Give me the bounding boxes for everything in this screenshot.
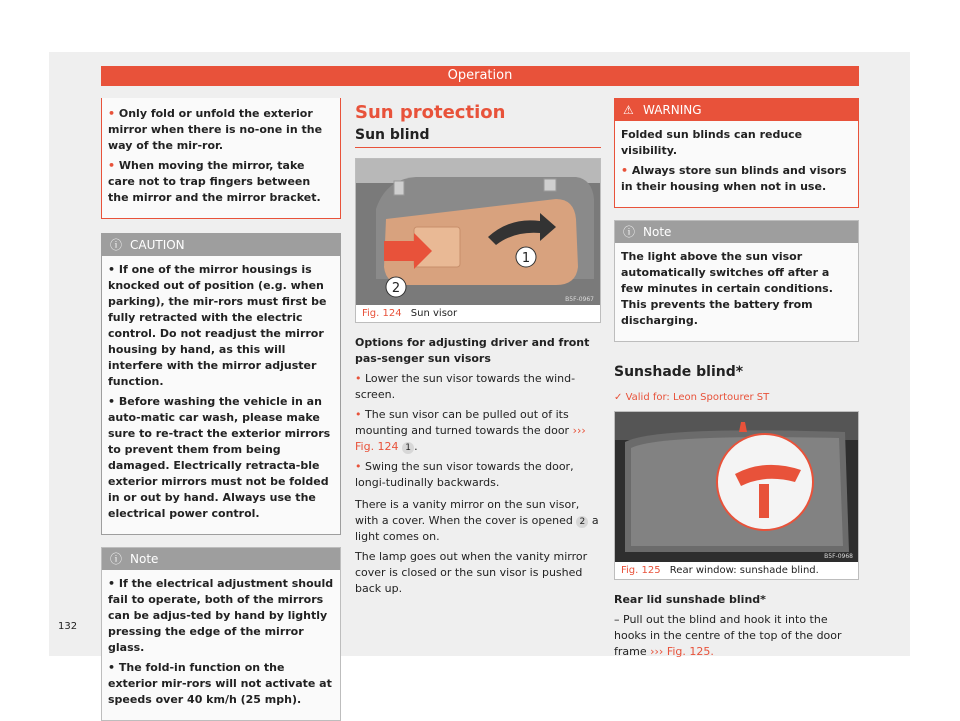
- sunshade-illustration: [615, 412, 858, 562]
- section-subtitle: Sun blind: [355, 127, 601, 148]
- callout-number: 1: [402, 442, 414, 454]
- bullet-item: • Before washing the vehicle in an auto-matic car wash, please make sure to re-tract the exterior mirrors to prevent them from being damaged. Electrically retracta-ble exterior mirrors must not be folded in or out by hand. Always use the electrical power control.: [108, 395, 331, 520]
- paragraph: The lamp goes out when the vanity mirror cover is closed or the sun visor is pushed back up.: [355, 550, 588, 595]
- bullet-item: • If one of the mirror housings is knocked out of position (e.g. when parking), the mir-rors must first be fully retracted with the electric control. Do not readjust the mirror housing by hand, as this will interfere with the mirror adjuster function.: [108, 263, 327, 388]
- figure-caption: Fig. 125 Rear window: sunshade blind.: [621, 565, 819, 576]
- caution-circle-icon: ⓘ: [110, 238, 123, 252]
- column-middle: [355, 102, 601, 601]
- caution-header: ⓘ CAUTION: [102, 234, 340, 256]
- info-icon: ⓘ: [623, 225, 636, 239]
- paragraph: There is a vanity mirror on the sun visor, with a cover. When the cover is opened 2 a light comes on.: [355, 498, 599, 543]
- figure-link[interactable]: ››› Fig. 124: [355, 424, 586, 453]
- column-right: [614, 98, 859, 664]
- note-header: ⓘ Note: [615, 221, 858, 243]
- sun-visor-illustration: [356, 159, 600, 305]
- bullet-item: • Swing the sun visor towards the door, longi-tudinally backwards.: [355, 460, 574, 489]
- bullet-item: • If the electrical adjustment should fail to operate, both of the mirrors can be adjus-ted by hand by lightly pressing the edge of the mirror glass.: [108, 577, 334, 654]
- section-title: Sunshade blind*: [614, 364, 744, 380]
- bullet-item: • When moving the mirror, take care not to trap fingers between the mirror and the mirror bracket.: [108, 159, 321, 204]
- sunshade-drawing: [615, 412, 858, 562]
- figure-label-1: 1: [521, 251, 531, 266]
- sun-visor-drawing: [356, 159, 600, 305]
- note-header: ⓘ Note: [102, 548, 340, 570]
- note-text: The light above the sun visor automatically switches off after a few minutes in certain conditions. This prevents the battery from discharging.: [621, 250, 833, 327]
- warning-header: ⚠ WARNING: [615, 99, 858, 121]
- bullet-item: • The fold-in function on the exterior mir-rors will not activate at speeds over 40 km/h (25 mph).: [108, 661, 332, 706]
- warning-box: [614, 98, 859, 208]
- step-item: – Pull out the blind and hook it into the hooks in the centre of the top of the door frame ››› Fig. 125.: [614, 613, 842, 658]
- warning-continuation-box: [101, 98, 341, 219]
- options-heading: Options for adjusting driver and front pas-senger sun visors: [355, 336, 590, 365]
- rear-heading: Rear lid sunshade blind*: [614, 593, 766, 606]
- bullet-item: • Only fold or unfold the exterior mirror when there is no-one in the way of the mir-ror.: [108, 107, 323, 152]
- caution-box: [101, 233, 341, 535]
- figure-label-2: 2: [391, 281, 401, 296]
- page-header: Operation: [101, 66, 859, 86]
- figure-124: [355, 158, 601, 323]
- valid-for: ✓ Valid for: Leon Sportourer ST: [614, 392, 770, 403]
- note-box: [101, 547, 341, 721]
- figure-link[interactable]: ››› Fig. 125.: [650, 645, 714, 658]
- bullet-item: • Always store sun blinds and visors in their housing when not in use.: [621, 164, 847, 193]
- figure-code: B5F-0968: [824, 553, 853, 560]
- note-box: [614, 220, 859, 342]
- check-icon: ✓: [614, 392, 623, 403]
- figure-125: [614, 411, 859, 580]
- info-icon: ⓘ: [110, 552, 123, 566]
- page-number: 132: [58, 621, 78, 632]
- bullet-item: • The sun visor can be pulled out of its mounting and turned towards the door ››› Fig. 124 1 .: [355, 408, 586, 453]
- warning-lead: Folded sun blinds can reduce visibility.: [621, 128, 803, 157]
- section-title: Sun protection: [355, 102, 506, 123]
- callout-number: 2: [576, 516, 588, 528]
- warning-triangle-icon: ⚠: [623, 103, 634, 117]
- column-left: [101, 98, 341, 721]
- bullet-item: • Lower the sun visor towards the wind-screen.: [355, 372, 576, 401]
- figure-code: B5F-0967: [565, 296, 594, 303]
- figure-caption: Fig. 124 Sun visor: [362, 308, 458, 319]
